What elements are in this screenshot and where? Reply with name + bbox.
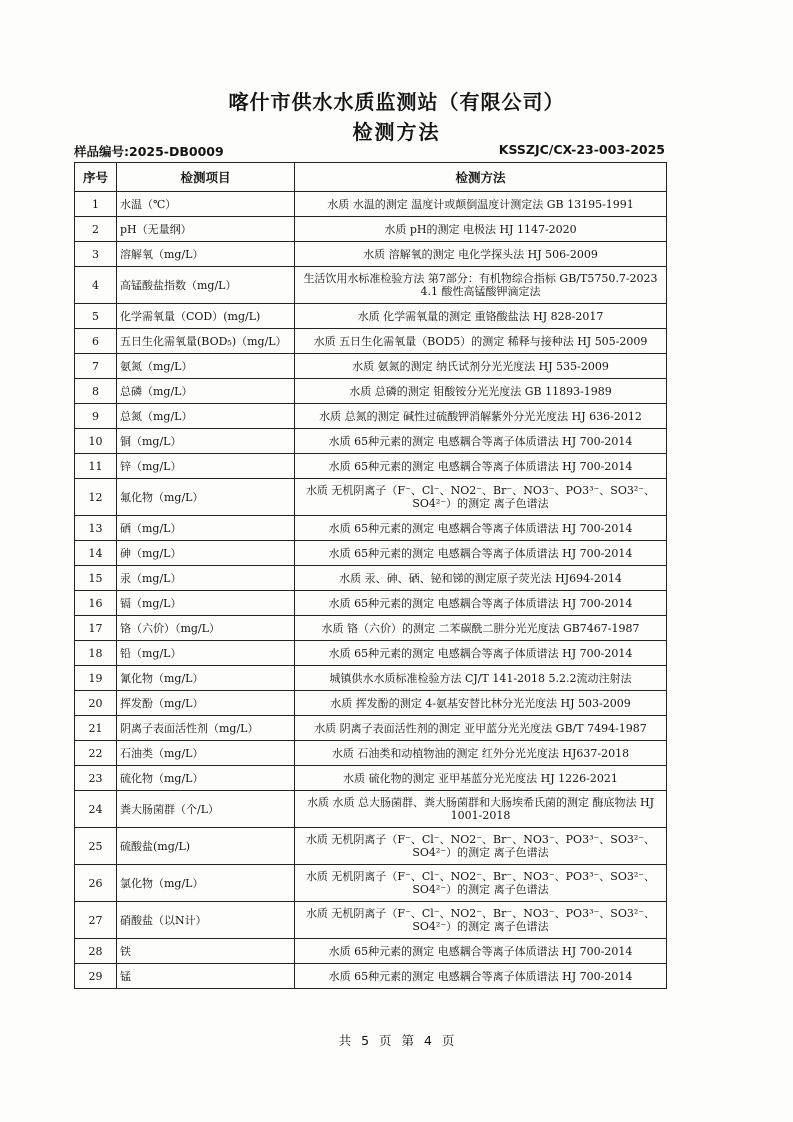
test-item: 水温（℃） (117, 192, 295, 217)
row-number: 3 (75, 242, 117, 267)
row-number: 21 (75, 716, 117, 741)
test-method: 水质 汞、砷、硒、铋和锑的测定原子荧光法 HJ694-2014 (295, 566, 667, 591)
table-row (75, 939, 667, 964)
test-item: 高锰酸盐指数（mg/L） (117, 267, 295, 304)
table-row (75, 516, 667, 541)
test-method: 水质 总氮的测定 碱性过硫酸钾消解紫外分光光度法 HJ 636-2012 (295, 404, 667, 429)
test-item: 硫化物（mg/L） (117, 766, 295, 791)
row-number: 15 (75, 566, 117, 591)
row-number: 28 (75, 939, 117, 964)
table-row (75, 404, 667, 429)
test-method: 水质 无机阴离子（F⁻、Cl⁻、NO2⁻、Br⁻、NO3⁻、PO3³⁻、SO3²⁻、SO4²⁻）的测定 离子色谱法 (295, 865, 667, 902)
test-method: 生活饮用水标准检验方法 第7部分：有机物综合指标 GB/T5750.7-2023 4.1 酸性高锰酸钾滴定法 (295, 267, 667, 304)
test-method: 水质 硫化物的测定 亚甲基蓝分光光度法 HJ 1226-2021 (295, 766, 667, 791)
test-item: 溶解氧（mg/L） (117, 242, 295, 267)
row-number: 14 (75, 541, 117, 566)
row-number: 5 (75, 304, 117, 329)
table-row (75, 479, 667, 516)
test-method: 水质 无机阴离子（F⁻、Cl⁻、NO2⁻、Br⁻、NO3⁻、PO3³⁻、SO3²⁻、SO4²⁻）的测定 离子色谱法 (295, 828, 667, 865)
test-method: 水质 65种元素的测定 电感耦合等离子体质谱法 HJ 700-2014 (295, 516, 667, 541)
row-number: 19 (75, 666, 117, 691)
page-footer: 共 5 页 第 4 页 (338, 1033, 455, 1048)
row-number: 2 (75, 217, 117, 242)
table-row (75, 541, 667, 566)
header-item: 检测项目 (117, 163, 295, 192)
table-row (75, 454, 667, 479)
header-no: 序号 (75, 163, 117, 192)
test-item: 挥发酚（mg/L） (117, 691, 295, 716)
sample-number: 样品编号:2025-DB0009 (74, 144, 224, 159)
row-number: 13 (75, 516, 117, 541)
test-method: 水质 65种元素的测定 电感耦合等离子体质谱法 HJ 700-2014 (295, 454, 667, 479)
header-method: 检测方法 (295, 163, 667, 192)
row-number: 24 (75, 791, 117, 828)
table-row (75, 429, 667, 454)
test-method: 水质 65种元素的测定 电感耦合等离子体质谱法 HJ 700-2014 (295, 541, 667, 566)
row-number: 27 (75, 902, 117, 939)
test-method: 水质 氨氮的测定 纳氏试剂分光光度法 HJ 535-2009 (295, 354, 667, 379)
test-item: 硝酸盐（以N计） (117, 902, 295, 939)
test-item: 硫酸盐(mg/L) (117, 828, 295, 865)
table-row (75, 192, 667, 217)
test-method: 水质 铬（六价）的测定 二苯碳酰二肼分光光度法 GB7467-1987 (295, 616, 667, 641)
test-method: 水质 65种元素的测定 电感耦合等离子体质谱法 HJ 700-2014 (295, 964, 667, 989)
table-row (75, 666, 667, 691)
test-item: pH（无量纲） (117, 217, 295, 242)
methods-table (74, 162, 667, 989)
table-row (75, 304, 667, 329)
table-row (75, 591, 667, 616)
row-number: 8 (75, 379, 117, 404)
test-item: 铅（mg/L） (117, 641, 295, 666)
test-method: 水质 无机阴离子（F⁻、Cl⁻、NO2⁻、Br⁻、NO3⁻、PO3³⁻、SO3²⁻、SO4²⁻）的测定 离子色谱法 (295, 902, 667, 939)
row-number: 23 (75, 766, 117, 791)
test-method: 水质 65种元素的测定 电感耦合等离子体质谱法 HJ 700-2014 (295, 939, 667, 964)
table-row (75, 641, 667, 666)
test-item: 总氮（mg/L） (117, 404, 295, 429)
test-method: 水质 化学需氧量的测定 重铬酸盐法 HJ 828-2017 (295, 304, 667, 329)
test-method: 水质 五日生化需氧量（BOD5）的测定 稀释与接种法 HJ 505-2009 (295, 329, 667, 354)
test-method: 水质 水温的测定 温度计或颠倒温度计测定法 GB 13195-1991 (295, 192, 667, 217)
test-method: 水质 阴离子表面活性剂的测定 亚甲蓝分光光度法 GB/T 7494-1987 (295, 716, 667, 741)
test-item: 化学需氧量（COD）(mg/L) (117, 304, 295, 329)
test-item: 铁 (117, 939, 295, 964)
test-method: 水质 65种元素的测定 电感耦合等离子体质谱法 HJ 700-2014 (295, 591, 667, 616)
test-item: 阴离子表面活性剂（mg/L） (117, 716, 295, 741)
test-item: 锰 (117, 964, 295, 989)
row-number: 17 (75, 616, 117, 641)
table-row (75, 354, 667, 379)
test-item: 石油类（mg/L） (117, 741, 295, 766)
row-number: 1 (75, 192, 117, 217)
table-row (75, 267, 667, 304)
row-number: 12 (75, 479, 117, 516)
test-method: 城镇供水水质标准检验方法 CJ/T 141-2018 5.2.2流动注射法 (295, 666, 667, 691)
table-row (75, 217, 667, 242)
test-method: 水质 总磷的测定 钼酸铵分光光度法 GB 11893-1989 (295, 379, 667, 404)
table-row (75, 902, 667, 939)
test-item: 氨氮（mg/L） (117, 354, 295, 379)
row-number: 4 (75, 267, 117, 304)
row-number: 26 (75, 865, 117, 902)
test-item: 总磷（mg/L） (117, 379, 295, 404)
row-number: 6 (75, 329, 117, 354)
row-number: 25 (75, 828, 117, 865)
row-number: 11 (75, 454, 117, 479)
table-row (75, 379, 667, 404)
table-row (75, 716, 667, 741)
row-number: 7 (75, 354, 117, 379)
document-code: KSSZJC/CX-23-003-2025 (498, 142, 665, 157)
table-row (75, 766, 667, 791)
row-number: 29 (75, 964, 117, 989)
table-body (75, 192, 667, 989)
table-row (75, 741, 667, 766)
row-number: 22 (75, 741, 117, 766)
table-row (75, 616, 667, 641)
test-item: 镉（mg/L） (117, 591, 295, 616)
table-row (75, 865, 667, 902)
row-number: 16 (75, 591, 117, 616)
table-header-row (75, 163, 667, 192)
table-row (75, 828, 667, 865)
test-method: 水质 pH的测定 电极法 HJ 1147-2020 (295, 217, 667, 242)
test-item: 铜（mg/L） (117, 429, 295, 454)
test-item: 氟化物（mg/L） (117, 479, 295, 516)
table-row (75, 242, 667, 267)
table-row (75, 964, 667, 989)
test-item: 铬（六价）（mg/L） (117, 616, 295, 641)
test-item: 氰化物（mg/L） (117, 666, 295, 691)
test-method: 水质 溶解氧的测定 电化学探头法 HJ 506-2009 (295, 242, 667, 267)
test-item: 粪大肠菌群（个/L） (117, 791, 295, 828)
test-method: 水质 水质 总大肠菌群、粪大肠菌群和大肠埃希氏菌的测定 酶底物法 HJ 1001-2018 (295, 791, 667, 828)
test-item: 五日生化需氧量(BOD₅)（mg/L） (117, 329, 295, 354)
test-method: 水质 65种元素的测定 电感耦合等离子体质谱法 HJ 700-2014 (295, 429, 667, 454)
report-title: 喀什市供水水质监测站（有限公司） (228, 90, 565, 114)
test-item: 硒（mg/L） (117, 516, 295, 541)
row-number: 9 (75, 404, 117, 429)
table-row (75, 791, 667, 828)
test-item: 砷（mg/L） (117, 541, 295, 566)
report-subtitle: 检测方法 (352, 120, 441, 144)
test-method: 水质 石油类和动植物油的测定 红外分光光度法 HJ637-2018 (295, 741, 667, 766)
test-item: 氯化物（mg/L） (117, 865, 295, 902)
test-item: 汞（mg/L） (117, 566, 295, 591)
table-row (75, 566, 667, 591)
table-row (75, 691, 667, 716)
table-row (75, 329, 667, 354)
row-number: 10 (75, 429, 117, 454)
row-number: 18 (75, 641, 117, 666)
test-method: 水质 65种元素的测定 电感耦合等离子体质谱法 HJ 700-2014 (295, 641, 667, 666)
test-method: 水质 挥发酚的测定 4-氨基安替比林分光光度法 HJ 503-2009 (295, 691, 667, 716)
test-method: 水质 无机阴离子（F⁻、Cl⁻、NO2⁻、Br⁻、NO3⁻、PO3³⁻、SO3²⁻、SO4²⁻）的测定 离子色谱法 (295, 479, 667, 516)
row-number: 20 (75, 691, 117, 716)
test-item: 锌（mg/L） (117, 454, 295, 479)
